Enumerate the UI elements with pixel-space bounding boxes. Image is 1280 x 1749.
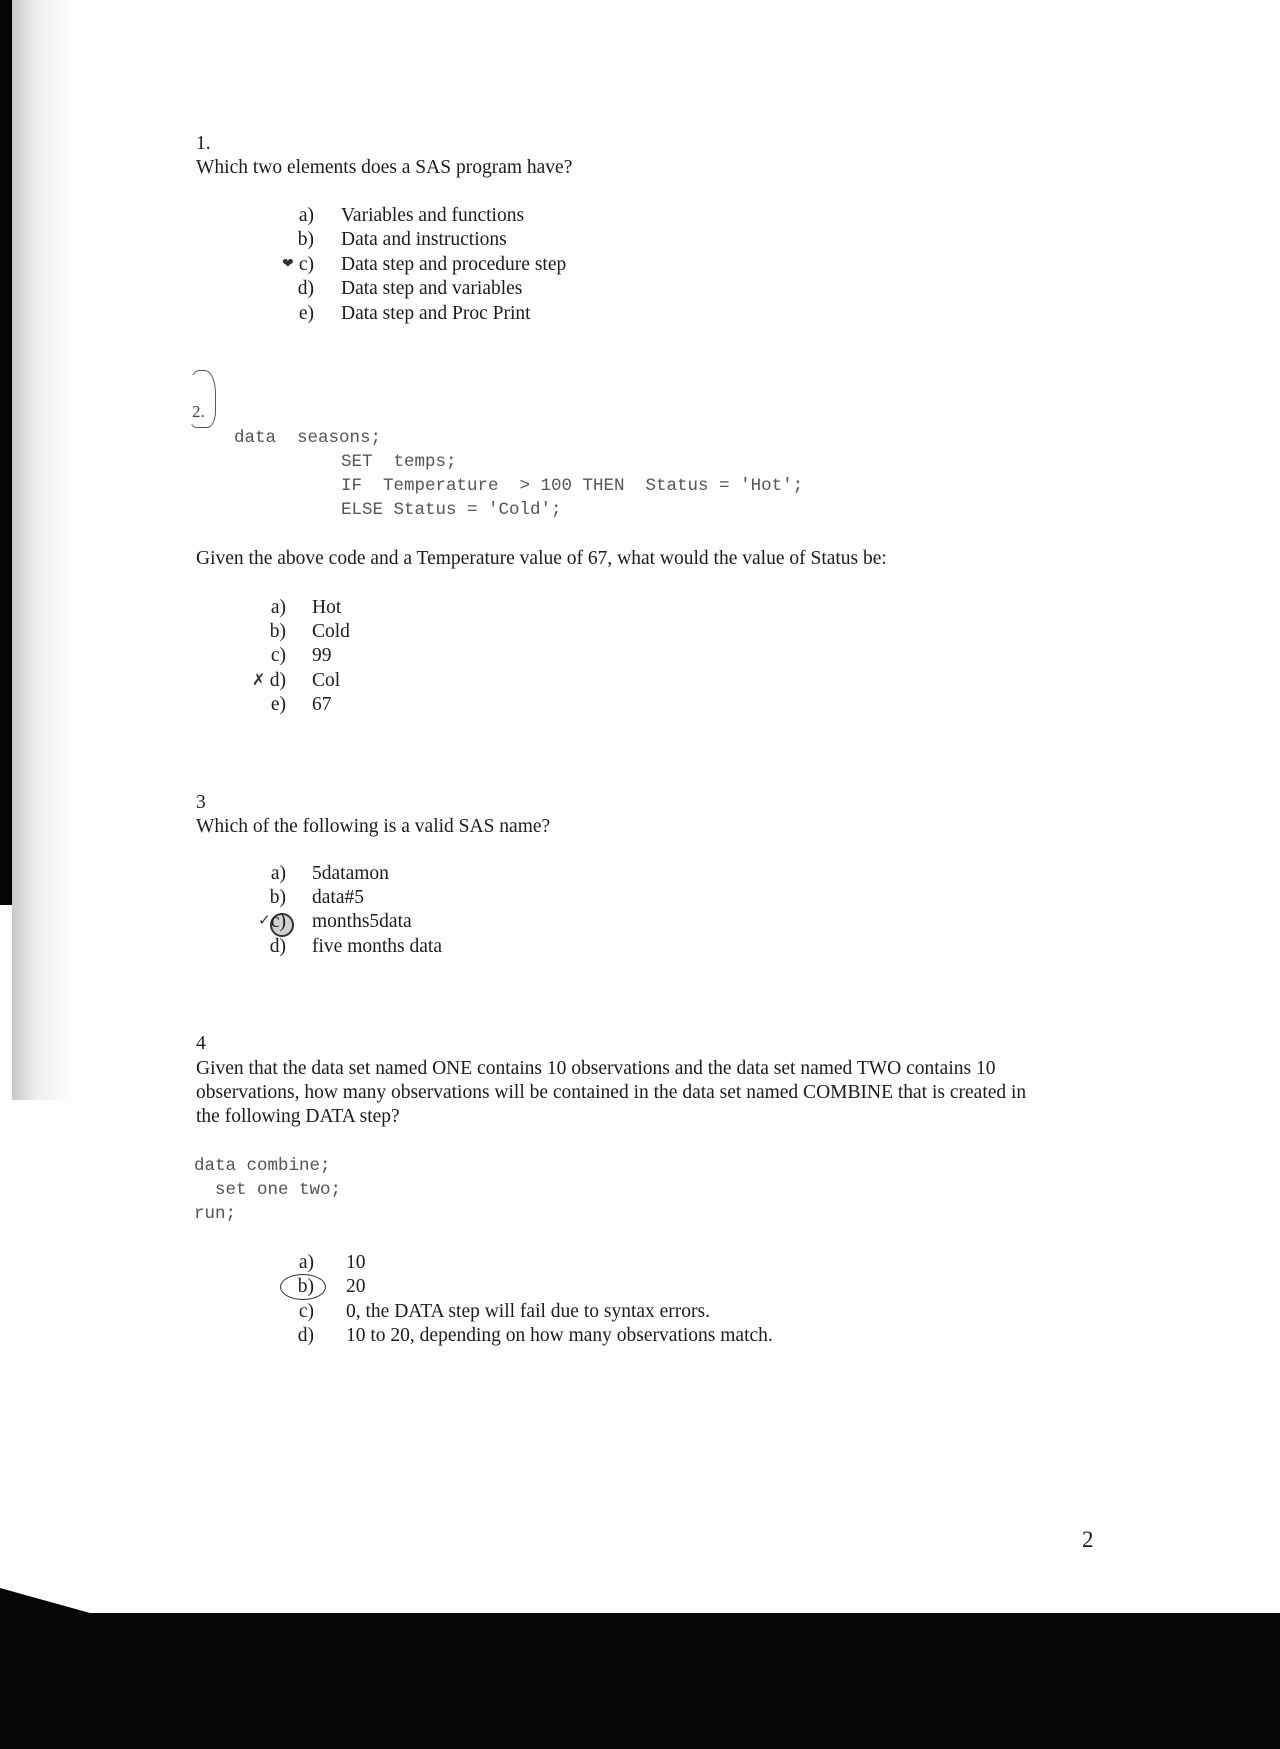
q3-option-a-text: 5datamon <box>312 863 389 884</box>
q2-option-b-label: b) <box>269 621 286 642</box>
q1-option-d-text: Data step and variables <box>341 278 523 299</box>
q4-question-line-1: Given that the data set named ONE contains 10 observations and the data set named TWO contains 10 <box>196 1058 996 1079</box>
q2-option-a-text: Hot <box>312 597 342 618</box>
q4-option-d-label: d) <box>297 1325 314 1346</box>
q3-question: Which of the following is a valid SAS name? <box>196 816 551 837</box>
q4-code-line-2: set one two; <box>194 1180 342 1200</box>
q4-option-c-text: 0, the DATA step will fail due to syntax errors. <box>346 1301 710 1322</box>
q2-question: Given the above code and a Temperature value of 67, what would the value of Status be: <box>196 548 887 569</box>
q1-option-a-label: a) <box>298 205 314 226</box>
q2-code-line-4: ELSE Status = 'Cold'; <box>341 500 562 520</box>
q1-option-e-text: Data step and Proc Print <box>341 303 531 324</box>
q4-option-c-label: c) <box>298 1301 314 1322</box>
q1-option-e-label: e) <box>298 303 314 324</box>
scan-shadow-left <box>12 0 72 1100</box>
q2-option-c-text: 99 <box>312 645 332 666</box>
q4-code-line-3: run; <box>194 1204 237 1224</box>
q4-code-line-1: data combine; <box>194 1156 331 1176</box>
q2-option-b-text: Cold <box>312 621 350 642</box>
q1-option-b-text: Data and instructions <box>341 229 507 250</box>
q3-option-c-text: months5data <box>312 911 412 932</box>
q2-option-d-label: d) <box>269 670 286 691</box>
page-number: 2 <box>1082 1527 1094 1552</box>
q4-option-a-label: a) <box>298 1252 314 1273</box>
q4-option-a-text: 10 <box>346 1252 366 1273</box>
q3-option-d-label: d) <box>269 936 286 957</box>
q1-option-a-text: Variables and functions <box>341 205 525 226</box>
q3-option-d-text: five months data <box>312 936 442 957</box>
q2-option-d-text: Col <box>312 670 341 691</box>
q1-option-c-label: c) <box>298 254 314 275</box>
q4-option-b-label: b) <box>297 1276 314 1297</box>
q3-option-c-label: c) <box>270 911 286 932</box>
scan-edge-bottom <box>0 1613 1280 1749</box>
q2-number: 2. <box>192 402 205 421</box>
q1-answer-mark-icon: ❤ <box>282 257 294 272</box>
q3-answer-check-icon: ✓ <box>258 913 271 929</box>
q1-option-c-text: Data step and procedure step <box>341 254 567 275</box>
q4-number: 4 <box>196 1033 206 1054</box>
q2-answer-check-icon: ✗ <box>252 672 266 689</box>
q1-question: Which two elements does a SAS program have? <box>196 157 573 178</box>
q4-option-d-text: 10 to 20, depending on how many observations match. <box>346 1325 773 1346</box>
q1-option-b-label: b) <box>297 229 314 250</box>
q1-number: 1. <box>196 133 211 154</box>
q3-option-a-label: a) <box>270 863 286 884</box>
q2-option-a-label: a) <box>270 597 286 618</box>
q1-option-d-label: d) <box>297 278 314 299</box>
q4-option-b-text: 20 <box>346 1276 366 1297</box>
q2-option-e-label: e) <box>270 694 286 715</box>
q2-code-line-3: IF Temperature > 100 THEN Status = 'Hot'; <box>341 476 804 496</box>
q3-option-b-text: data#5 <box>312 887 364 908</box>
scan-edge-bottom-wedge <box>0 1588 90 1613</box>
q3-number: 3 <box>196 792 206 813</box>
q2-option-e-text: 67 <box>312 694 332 715</box>
q4-question-line-3: the following DATA step? <box>196 1106 400 1127</box>
q2-option-c-label: c) <box>270 645 286 666</box>
q2-code-line-2: SET temps; <box>341 452 457 472</box>
q3-option-b-label: b) <box>269 887 286 908</box>
scan-edge-left <box>0 0 12 905</box>
q2-code-line-1: data seasons; <box>234 428 382 448</box>
q4-question-line-2: observations, how many observations will be contained in the data set named COMBINE that is created in <box>196 1082 1027 1103</box>
